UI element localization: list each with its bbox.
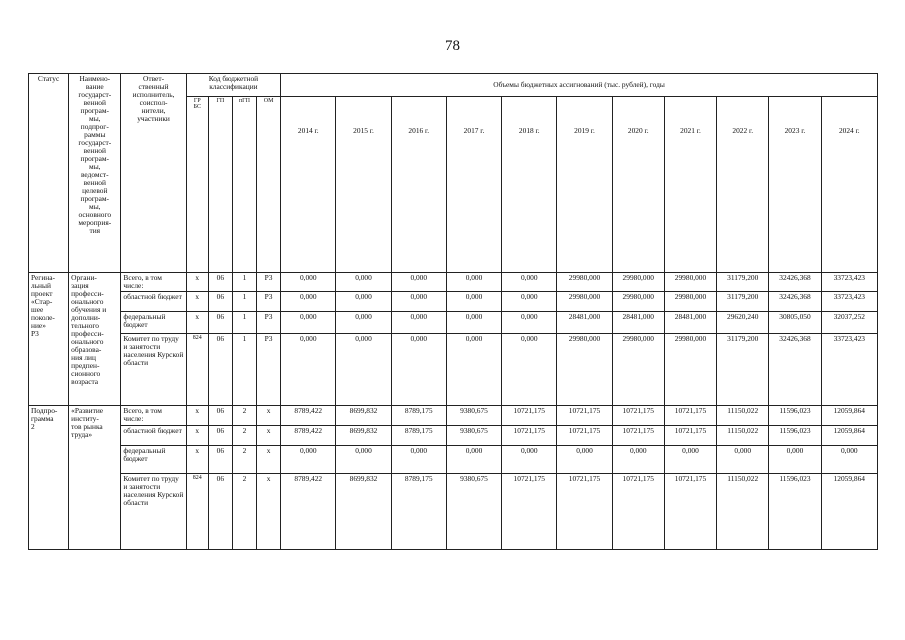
cell-code-gp: 06 [208,405,232,425]
cell-code-gp: 06 [208,473,232,549]
header-year: 2014 г. [281,97,336,273]
cell-value: 11150,022 [717,425,769,445]
cell-code-grbs: x [186,311,208,333]
cell-value: 9380,675 [446,405,501,425]
table-row [29,311,878,333]
cell-value: 29620,240 [717,311,769,333]
cell-code-gp: 06 [208,291,232,311]
cell-value: 8789,422 [281,425,336,445]
cell-code-pgp: 1 [232,333,256,405]
table-row [29,273,878,292]
cell-value: 0,000 [281,445,336,473]
cell-value: 0,000 [821,445,877,473]
cell-status: Подпро- грамма 2 [29,405,69,549]
cell-responsible: Комитет по труду и занятости населения Курской области [121,473,186,549]
cell-value: 11596,023 [769,425,821,445]
header-status: Статус [29,74,69,273]
header-code-grbs: ГР БС [186,97,208,273]
cell-value: 0,000 [336,291,391,311]
cell-code-om: Р3 [257,273,281,292]
cell-value: 0,000 [502,333,557,405]
cell-code-pgp: 1 [232,273,256,292]
cell-value: 0,000 [336,333,391,405]
cell-responsible: областной бюджет [121,425,186,445]
cell-value: 29980,000 [612,273,664,292]
cell-code-pgp: 2 [232,405,256,425]
cell-value: 10721,175 [612,405,664,425]
cell-value: 10721,175 [664,425,716,445]
budget-table [28,73,878,550]
cell-value: 29980,000 [664,291,716,311]
header-name: Наимено- вание государст- венной програм- мы, подпрог- раммы государст- венной програм- мы, ведомст- венной целевой програм- мы, основного мероприя- тия [69,74,121,273]
cell-value: 8789,175 [391,425,446,445]
cell-value: 0,000 [769,445,821,473]
table-row [29,291,878,311]
cell-code-pgp: 2 [232,473,256,549]
cell-value: 29980,000 [557,291,612,311]
cell-value: 29980,000 [557,273,612,292]
cell-value: 29980,000 [664,273,716,292]
cell-code-om: x [257,445,281,473]
cell-code-pgp: 1 [232,311,256,333]
cell-value: 32426,368 [769,333,821,405]
cell-responsible: Всего, в том числе: [121,405,186,425]
header-budget-code: Код бюджетной классификации [186,74,280,97]
cell-value: 10721,175 [664,405,716,425]
cell-value: 0,000 [281,311,336,333]
cell-code-grbs: 824 [186,473,208,549]
cell-value: 0,000 [336,273,391,292]
cell-value: 10721,175 [557,425,612,445]
cell-responsible: федеральный бюджет [121,311,186,333]
cell-value: 0,000 [502,311,557,333]
header-year: 2023 г. [769,97,821,273]
header-year: 2024 г. [821,97,877,273]
header-code-om: ОМ [257,97,281,273]
cell-value: 0,000 [281,333,336,405]
header-year: 2017 г. [446,97,501,273]
cell-value: 0,000 [502,291,557,311]
header-year: 2016 г. [391,97,446,273]
cell-value: 29980,000 [612,291,664,311]
cell-code-grbs: 824 [186,333,208,405]
header-code-pgp: пГП [232,97,256,273]
cell-code-grbs: x [186,273,208,292]
cell-value: 29980,000 [612,333,664,405]
cell-value: 0,000 [391,273,446,292]
cell-value: 12059,864 [821,405,877,425]
cell-value: 10721,175 [557,473,612,549]
cell-value: 0,000 [391,311,446,333]
cell-value: 10721,175 [502,473,557,549]
cell-code-gp: 06 [208,273,232,292]
table-row [29,473,878,549]
cell-responsible: областной бюджет [121,291,186,311]
cell-code-grbs: x [186,425,208,445]
cell-responsible: Комитет по труду и занятости населения Курской области [121,333,186,405]
header-year: 2020 г. [612,97,664,273]
cell-value: 0,000 [717,445,769,473]
cell-program-name: Органи- зация професси- онального обучения и дополни- тельного професси- онального образова- ния лиц предпен- сионного возраста [69,273,121,406]
cell-code-grbs: x [186,291,208,311]
cell-value: 0,000 [557,445,612,473]
cell-value: 8699,832 [336,473,391,549]
cell-value: 10721,175 [612,473,664,549]
cell-value: 31179,200 [717,333,769,405]
cell-value: 0,000 [502,445,557,473]
cell-program-name: «Развитие институ- тов рынка труда» [69,405,121,549]
cell-code-pgp: 1 [232,291,256,311]
cell-value: 12059,864 [821,425,877,445]
cell-code-om: Р3 [257,333,281,405]
cell-value: 0,000 [664,445,716,473]
cell-value: 33723,423 [821,333,877,405]
cell-value: 30805,050 [769,311,821,333]
cell-value: 8699,832 [336,405,391,425]
cell-value: 12059,864 [821,473,877,549]
cell-value: 0,000 [446,273,501,292]
cell-code-om: Р3 [257,311,281,333]
cell-responsible: федеральный бюджет [121,445,186,473]
cell-code-grbs: x [186,445,208,473]
cell-code-om: x [257,405,281,425]
table-row [29,333,878,405]
cell-code-om: x [257,425,281,445]
cell-value: 0,000 [391,333,446,405]
cell-value: 0,000 [446,333,501,405]
table-row [29,425,878,445]
cell-value: 8789,422 [281,473,336,549]
cell-code-pgp: 2 [232,445,256,473]
cell-value: 0,000 [446,311,501,333]
header-responsible: Ответ- ственный исполнитель, соиспол- нители, участники [121,74,186,273]
cell-value: 29980,000 [664,333,716,405]
cell-value: 10721,175 [664,473,716,549]
cell-responsible: Всего, в том числе: [121,273,186,292]
cell-value: 28481,000 [664,311,716,333]
cell-value: 0,000 [391,291,446,311]
cell-value: 8789,175 [391,405,446,425]
cell-value: 0,000 [446,291,501,311]
header-year: 2018 г. [502,97,557,273]
header-year: 2015 г. [336,97,391,273]
cell-value: 33723,423 [821,273,877,292]
cell-value: 0,000 [336,311,391,333]
table-row [29,405,878,425]
cell-value: 11150,022 [717,473,769,549]
cell-code-gp: 06 [208,333,232,405]
cell-value: 8789,175 [391,473,446,549]
cell-value: 0,000 [446,445,501,473]
cell-value: 11150,022 [717,405,769,425]
cell-value: 33723,423 [821,291,877,311]
cell-value: 8789,422 [281,405,336,425]
header-code-gp: ГП [208,97,232,273]
cell-value: 32426,368 [769,273,821,292]
cell-value: 0,000 [336,445,391,473]
cell-value: 10721,175 [502,405,557,425]
cell-value: 11596,023 [769,405,821,425]
cell-value: 10721,175 [612,425,664,445]
cell-value: 0,000 [281,273,336,292]
cell-value: 0,000 [281,291,336,311]
table-row [29,445,878,473]
header-year: 2022 г. [717,97,769,273]
cell-value: 9380,675 [446,425,501,445]
cell-value: 8699,832 [336,425,391,445]
cell-value: 28481,000 [612,311,664,333]
cell-value: 32426,368 [769,291,821,311]
cell-value: 31179,200 [717,273,769,292]
cell-code-gp: 06 [208,311,232,333]
header-year: 2021 г. [664,97,716,273]
cell-value: 10721,175 [502,425,557,445]
cell-code-om: Р3 [257,291,281,311]
cell-code-om: x [257,473,281,549]
cell-status: Регина- льный проект «Стар- шее поколе- ние» Р3 [29,273,69,406]
cell-value: 28481,000 [557,311,612,333]
cell-code-pgp: 2 [232,425,256,445]
cell-value: 29980,000 [557,333,612,405]
cell-code-gp: 06 [208,425,232,445]
header-volumes: Объемы бюджетных ассигнований (тыс. рублей), годы [281,74,878,97]
cell-value: 10721,175 [557,405,612,425]
cell-value: 31179,200 [717,291,769,311]
cell-code-grbs: x [186,405,208,425]
cell-code-gp: 06 [208,445,232,473]
cell-value: 9380,675 [446,473,501,549]
cell-value: 0,000 [391,445,446,473]
page-number: 78 [445,38,460,54]
header-year: 2019 г. [557,97,612,273]
cell-value: 0,000 [612,445,664,473]
cell-value: 32037,252 [821,311,877,333]
cell-value: 0,000 [502,273,557,292]
cell-value: 11596,023 [769,473,821,549]
